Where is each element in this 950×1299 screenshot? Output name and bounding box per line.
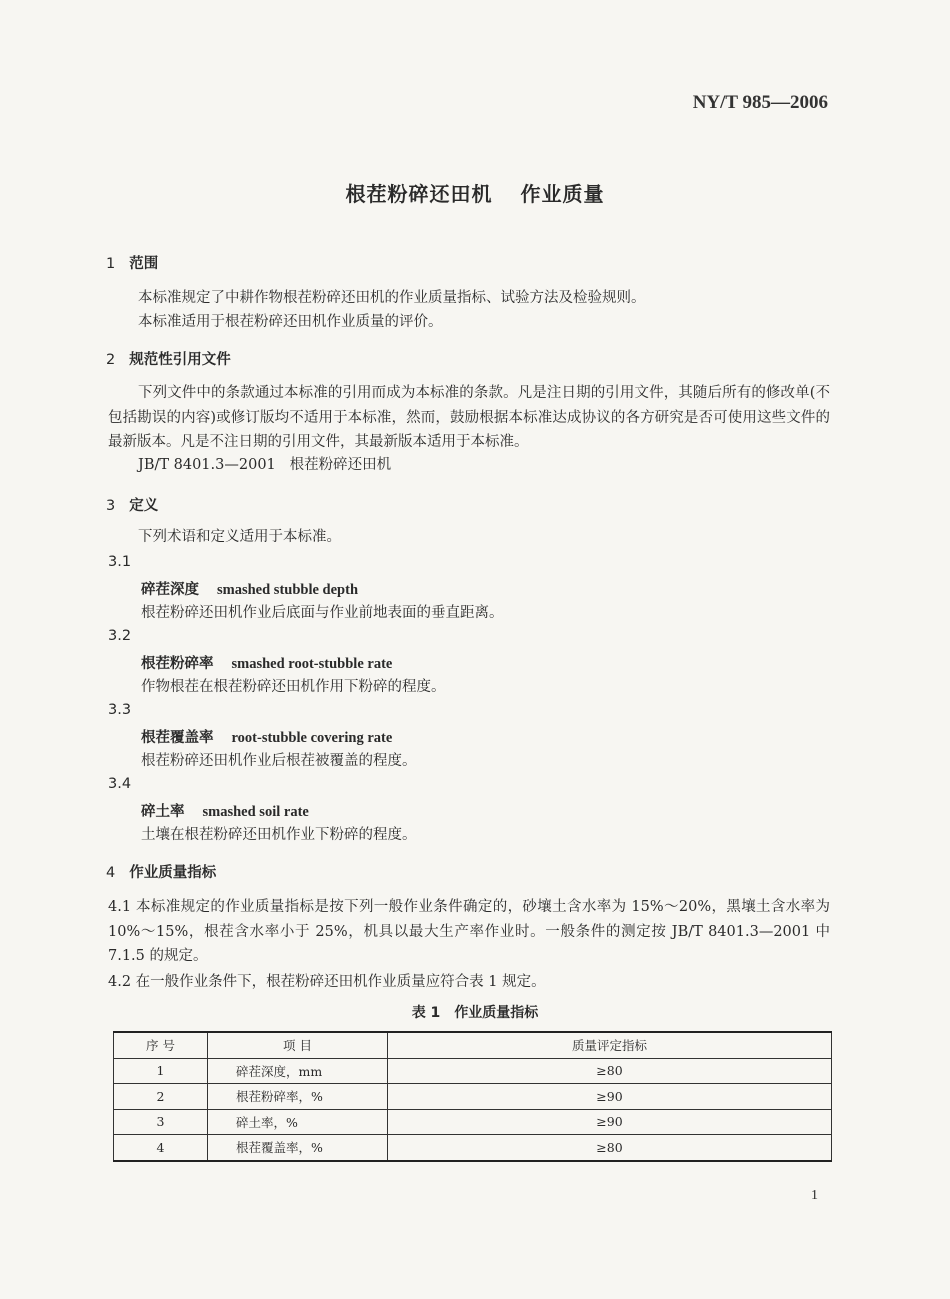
section-3-intro: 下列术语和定义适用于本标准。 bbox=[138, 529, 341, 545]
clause-4-1: 4.1 本标准规定的作业质量指标是按下列一般作业条件确定的，砂壤土含水率为 15%～20%，黑壤土含水率为 10%～15%，根茬含水率小于 25%，机具以最大生产率作业时。一般条件的测定按 JB/T 8401.3—2001 中 7.1.5 的规定。 bbox=[108, 899, 830, 964]
standard-code: NY/T 985—2006 bbox=[692, 92, 828, 113]
table-caption: 表 1 作业质量指标 bbox=[411, 1005, 539, 1021]
definition-3-3: 根茬粉碎还田机作业后根茬被覆盖的程度。 bbox=[141, 753, 417, 769]
table-header-row bbox=[114, 1032, 832, 1058]
reference-title: 根茬粉碎还田机 bbox=[289, 457, 392, 473]
reference-code: JB/T 8401.3—2001 bbox=[138, 457, 276, 473]
definition-3-2: 作物根茬在根茬粉碎还田机作用下粉碎的程度。 bbox=[141, 679, 446, 695]
section-3-heading: 3 定义 bbox=[106, 498, 159, 514]
header-serial: 序 号 bbox=[114, 1032, 208, 1058]
clause-3-3-number: 3.3 bbox=[108, 702, 132, 718]
clause-3-2-number: 3.2 bbox=[108, 628, 132, 644]
table-row: 1 碎茬深度，mm ≥80 bbox=[114, 1058, 832, 1084]
definition-3-4: 土壤在根茬粉碎还田机作业下粉碎的程度。 bbox=[141, 827, 417, 843]
clause-3-4-number: 3.4 bbox=[108, 776, 132, 792]
page-number: 1 bbox=[811, 1188, 818, 1203]
section-2-heading: 2 规范性引用文件 bbox=[106, 352, 231, 368]
table-row: 2 根茬粉碎率，% ≥90 bbox=[114, 1084, 832, 1110]
section-4-heading: 4 作业质量指标 bbox=[106, 865, 217, 881]
quality-index-table bbox=[113, 1031, 832, 1162]
document-title bbox=[0, 178, 950, 207]
header-index: 质量评定指标 bbox=[388, 1032, 832, 1058]
term-3-3: 根茬覆盖率 root-stubble covering rate bbox=[141, 730, 393, 746]
clause-3-1-number: 3.1 bbox=[108, 554, 132, 570]
title-part-2: 作业质量 bbox=[520, 182, 605, 206]
definition-3-1: 根茬粉碎还田机作业后底面与作业前地表面的垂直距离。 bbox=[141, 605, 504, 621]
term-3-4: 碎土率 smashed soil rate bbox=[141, 804, 309, 820]
term-3-1: 碎茬深度 smashed stubble depth bbox=[141, 582, 359, 598]
section-1-heading: 1 范围 bbox=[106, 256, 159, 272]
header-item: 项 目 bbox=[208, 1032, 388, 1058]
normative-reference bbox=[108, 453, 830, 478]
title-part-1: 根茬粉碎还田机 bbox=[345, 182, 493, 206]
section-1-para-2: 本标准适用于根茬粉碎还田机作业质量的评价。 bbox=[138, 314, 443, 330]
clause-4-2: 4.2 在一般作业条件下，根茬粉碎还田机作业质量应符合表 1 规定。 bbox=[108, 974, 546, 990]
term-3-2: 根茬粉碎率 smashed root-stubble rate bbox=[141, 656, 393, 672]
table-row: 3 碎土率，% ≥90 bbox=[114, 1109, 832, 1135]
section-2-para-1: 下列文件中的条款通过本标准的引用而成为本标准的条款。凡是注日期的引用文件，其随后所有的修改单(不包括勘误的内容)或修订版均不适用于本标准，然而，鼓励根据本标准达成协议的各方研究是否可使用这些文件的最新版本。凡是不注日期的引用文件，其最新版本适用于本标准。 bbox=[108, 385, 830, 450]
table-row: 4 根茬覆盖率，% ≥80 bbox=[114, 1135, 832, 1161]
section-1-para-1: 本标准规定了中耕作物根茬粉碎还田机的作业质量指标、试验方法及检验规则。 bbox=[138, 290, 646, 306]
